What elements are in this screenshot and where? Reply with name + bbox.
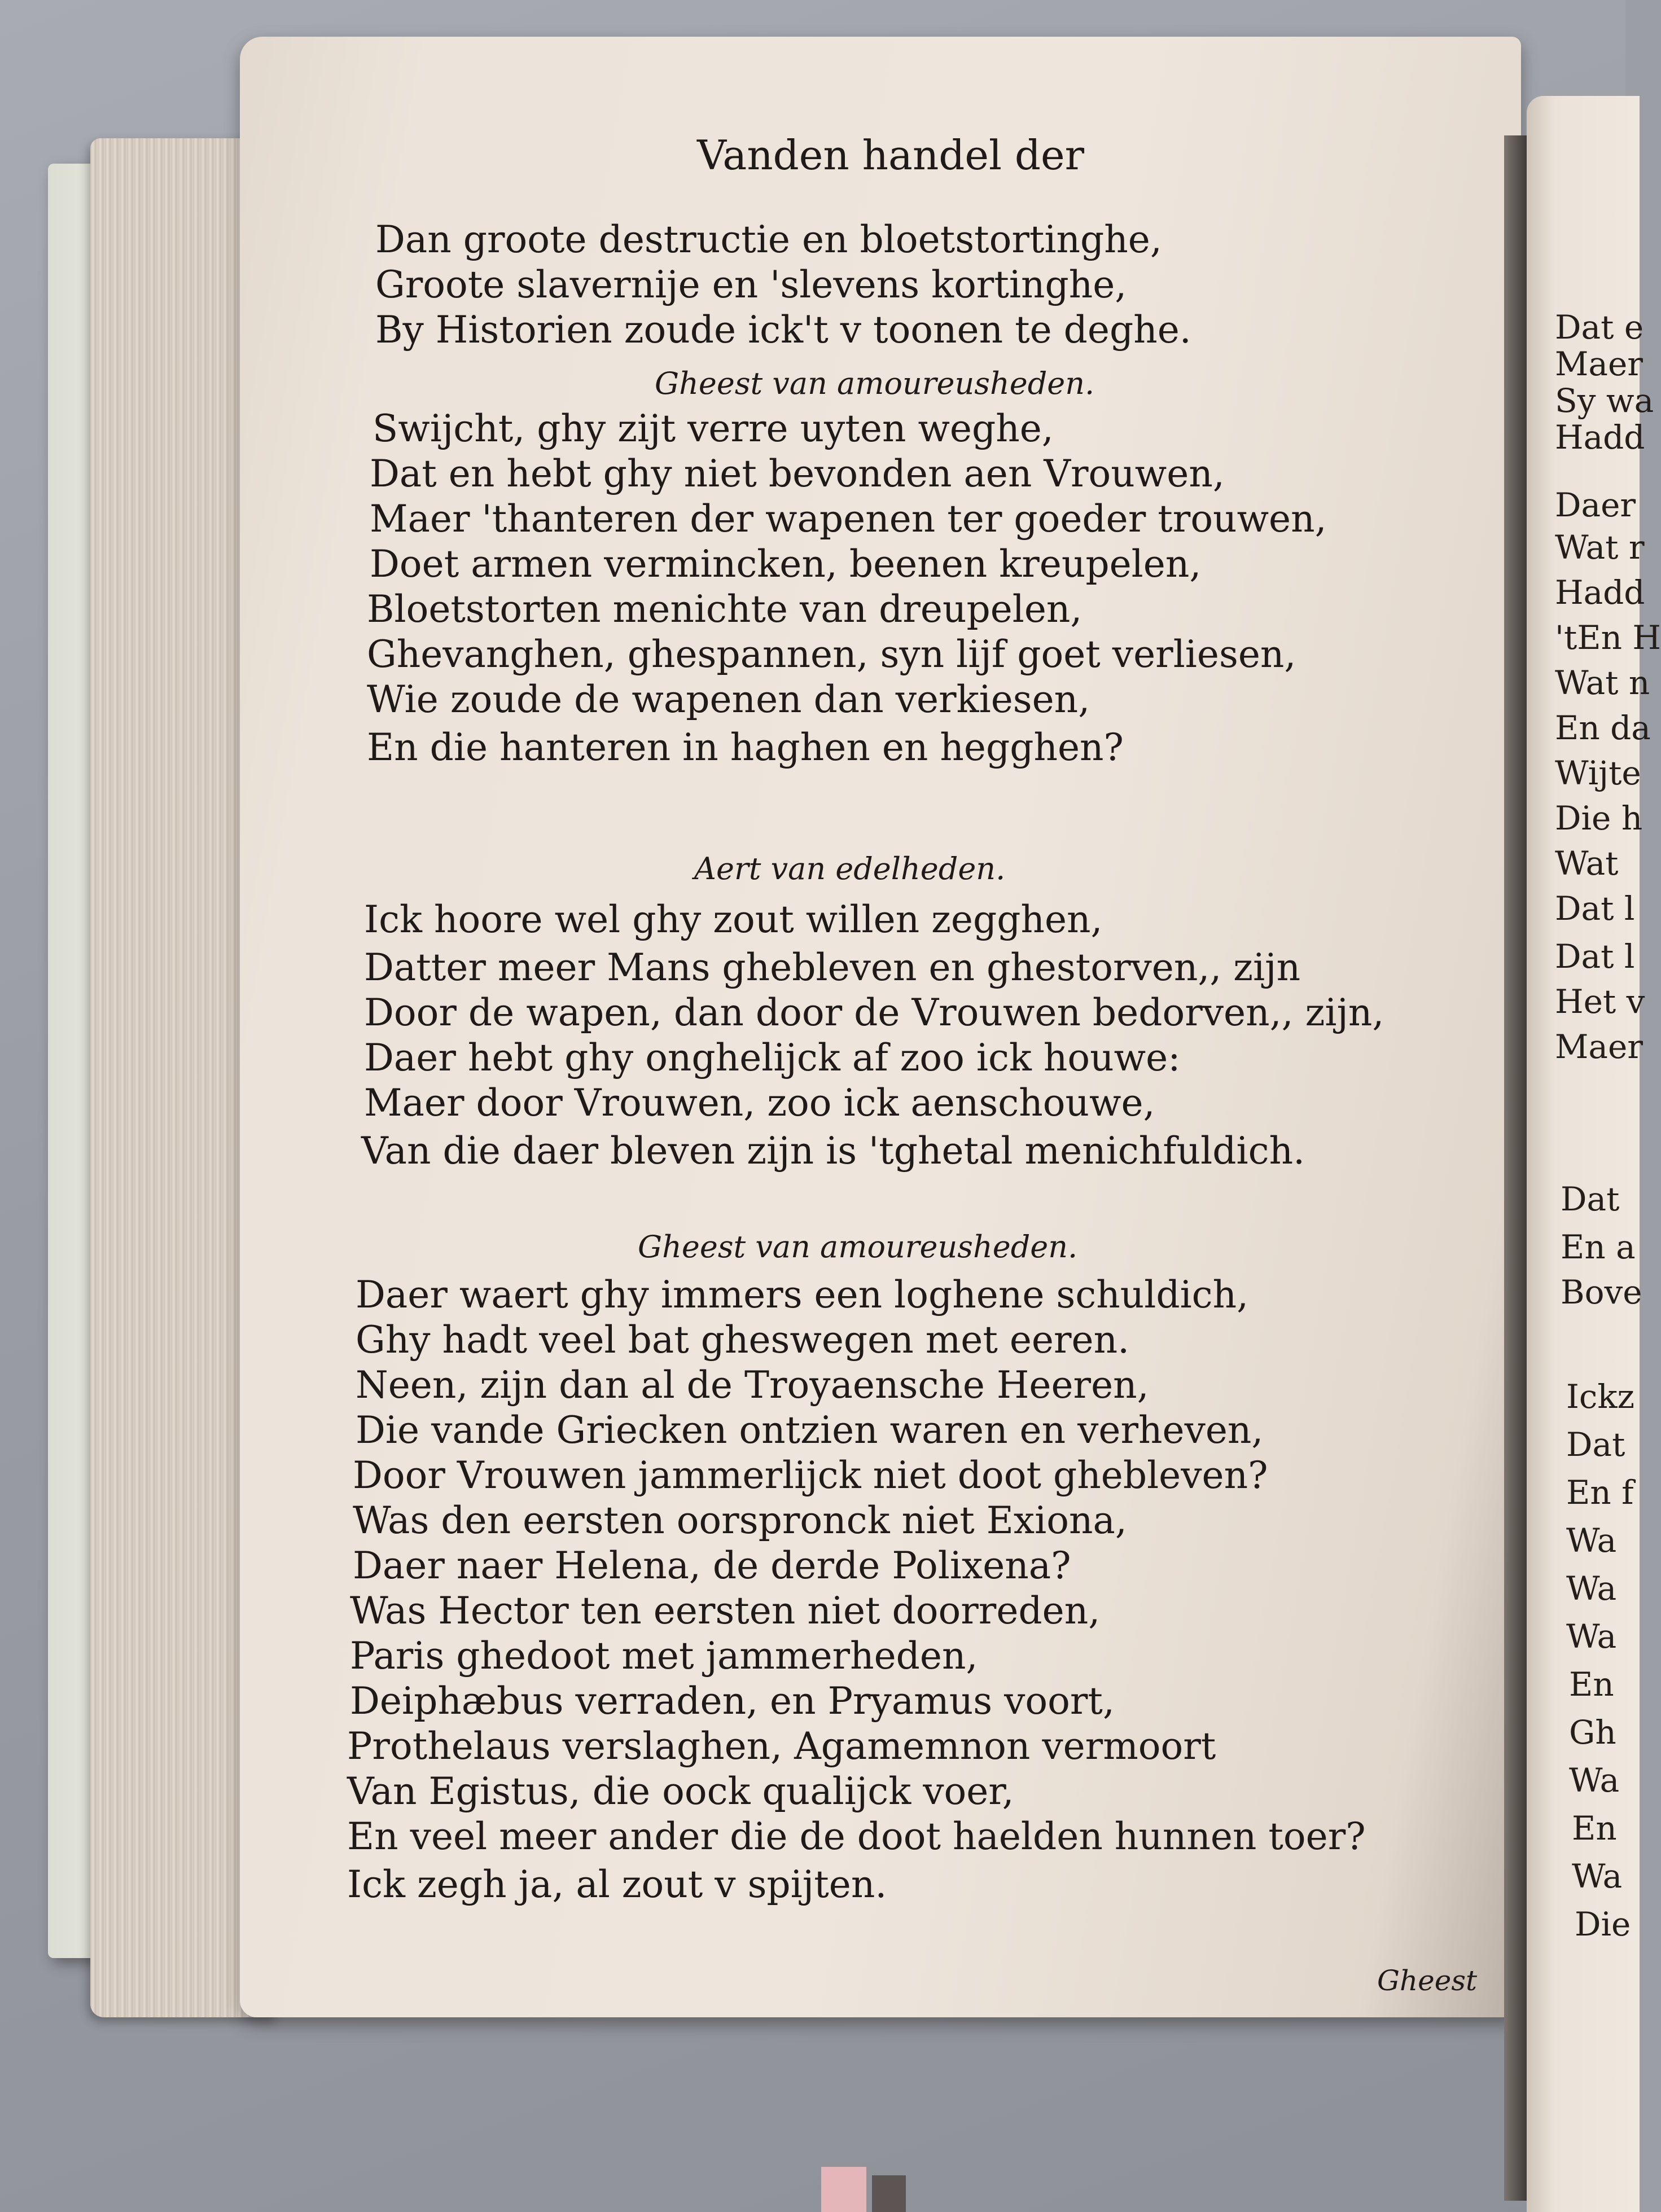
speaker-heading: Gheest van amoureusheden. <box>655 366 1095 401</box>
facing-line: En f <box>1566 1473 1634 1512</box>
facing-line: En <box>1569 1665 1614 1704</box>
speaker-heading: Gheest van amoureusheden. <box>638 1229 1078 1265</box>
bookmark-ribbon <box>821 2167 866 2212</box>
verse-line: En veel meer ander die de doot haelden hunnen toer? <box>347 1815 1366 1858</box>
bookmark-ribbon-dark <box>872 2175 906 2212</box>
facing-line: Hadd <box>1555 418 1645 457</box>
facing-line: Wa <box>1566 1521 1617 1560</box>
verse-line: Maer 'thanteren der wapenen ter goeder trouwen, <box>370 497 1327 541</box>
facing-line: En a <box>1561 1228 1636 1266</box>
facing-line: Ickz <box>1566 1377 1635 1416</box>
facing-line: Wa <box>1566 1569 1617 1608</box>
running-header: Vanden handel der <box>697 131 1085 179</box>
facing-line: Maer <box>1555 345 1644 383</box>
verse-line: Ghy hadt veel bat gheswegen met eeren. <box>356 1318 1130 1362</box>
verse-line: Maer door Vrouwen, zoo ick aenschouwe, <box>364 1081 1155 1125</box>
facing-line: Wijte <box>1555 754 1641 792</box>
verse-line: Van die daer bleven zijn is 'tghetal menichfuldich. <box>361 1129 1305 1173</box>
verse-line: Daer naer Helena, de derde Polixena? <box>353 1544 1071 1587</box>
verse-line: Door de wapen, dan door de Vrouwen bedorven,, zijn, <box>364 991 1384 1034</box>
facing-line: En <box>1572 1809 1617 1847</box>
verse-line: Dan groote destructie en bloetstortinghe, <box>375 218 1162 261</box>
verse-line: Daer waert ghy immers een loghene schuldich, <box>356 1273 1249 1316</box>
verse-line: Daer hebt ghy onghelijck af zoo ick houwe: <box>364 1036 1181 1079</box>
speaker-heading: Aert van edelheden. <box>694 851 1006 886</box>
facing-line: Gh <box>1569 1713 1616 1752</box>
facing-line: Het v <box>1555 982 1645 1021</box>
facing-line: Sy wa <box>1555 381 1654 420</box>
verse-line: Was den eersten oorspronck niet Exiona, <box>353 1499 1127 1542</box>
facing-line: 'tEn H <box>1555 618 1661 657</box>
facing-line: Wa <box>1566 1617 1617 1656</box>
facing-line: Bove <box>1561 1273 1642 1311</box>
verse-line: En die hanteren in haghen en hegghen? <box>367 726 1124 769</box>
facing-line: Dat <box>1566 1425 1625 1464</box>
catchword: Gheest <box>1377 1964 1478 1997</box>
verse-line: Dat en hebt ghy niet bevonden aen Vrouwen, <box>370 452 1225 495</box>
facing-line: Wat r <box>1555 528 1645 567</box>
verse-line: Bloetstorten menichte van dreupelen, <box>367 587 1083 631</box>
verse-line: Datter meer Mans ghebleven en ghestorven,, zijn <box>364 946 1301 989</box>
facing-line: Wa <box>1572 1857 1623 1895</box>
verse-line: Ick zegh ja, al zout v spijten. <box>347 1863 887 1906</box>
verse-line: Ghevanghen, ghespannen, syn lijf goet verliesen, <box>367 633 1296 676</box>
verse-line: Prothelaus verslaghen, Agamemnon vermoort <box>347 1724 1216 1768</box>
verse-line: Die vande Griecken ontzien waren en verheven, <box>356 1408 1264 1452</box>
facing-line: Wa <box>1569 1761 1620 1800</box>
verse-line: By Historien zoude ick't v toonen te deghe. <box>375 308 1191 352</box>
facing-line: Dat l <box>1555 889 1635 928</box>
facing-line: Wat <box>1555 844 1619 883</box>
verse-line: Was Hector ten eersten niet doorreden, <box>350 1589 1101 1632</box>
verse-line: Doet armen vermincken, beenen kreupelen, <box>370 542 1202 586</box>
verse-line: Wie zoude de wapenen dan verkiesen, <box>367 678 1090 721</box>
facing-line: Dat <box>1561 1180 1620 1218</box>
verse-line: Swijcht, ghy zijt verre uyten weghe, <box>372 407 1054 450</box>
verse-line: Deiphæbus verraden, en Pryamus voort, <box>350 1679 1115 1723</box>
verse-line: Groote slavernije en 'slevens kortinghe, <box>375 263 1127 306</box>
facing-line: En da <box>1555 709 1651 747</box>
facing-line: Wat n <box>1555 664 1650 702</box>
facing-line: Die h <box>1555 799 1643 837</box>
facing-line: Die <box>1575 1905 1631 1943</box>
facing-line: Daer <box>1555 486 1636 524</box>
facing-line: Maer <box>1555 1028 1644 1066</box>
facing-line: Hadd <box>1555 573 1645 612</box>
verse-line: Van Egistus, die oock qualijck voer, <box>347 1770 1014 1813</box>
facing-line: Dat l <box>1555 937 1635 976</box>
verse-line: Ick hoore wel ghy zout willen zegghen, <box>364 898 1103 941</box>
verse-line: Door Vrouwen jammerlijck niet doot ghebleven? <box>353 1454 1268 1497</box>
facing-line: Dat e <box>1555 308 1644 346</box>
verse-line: Paris ghedoot met jammerheden, <box>350 1634 978 1678</box>
verse-line: Neen, zijn dan al de Troyaensche Heeren, <box>356 1363 1149 1407</box>
